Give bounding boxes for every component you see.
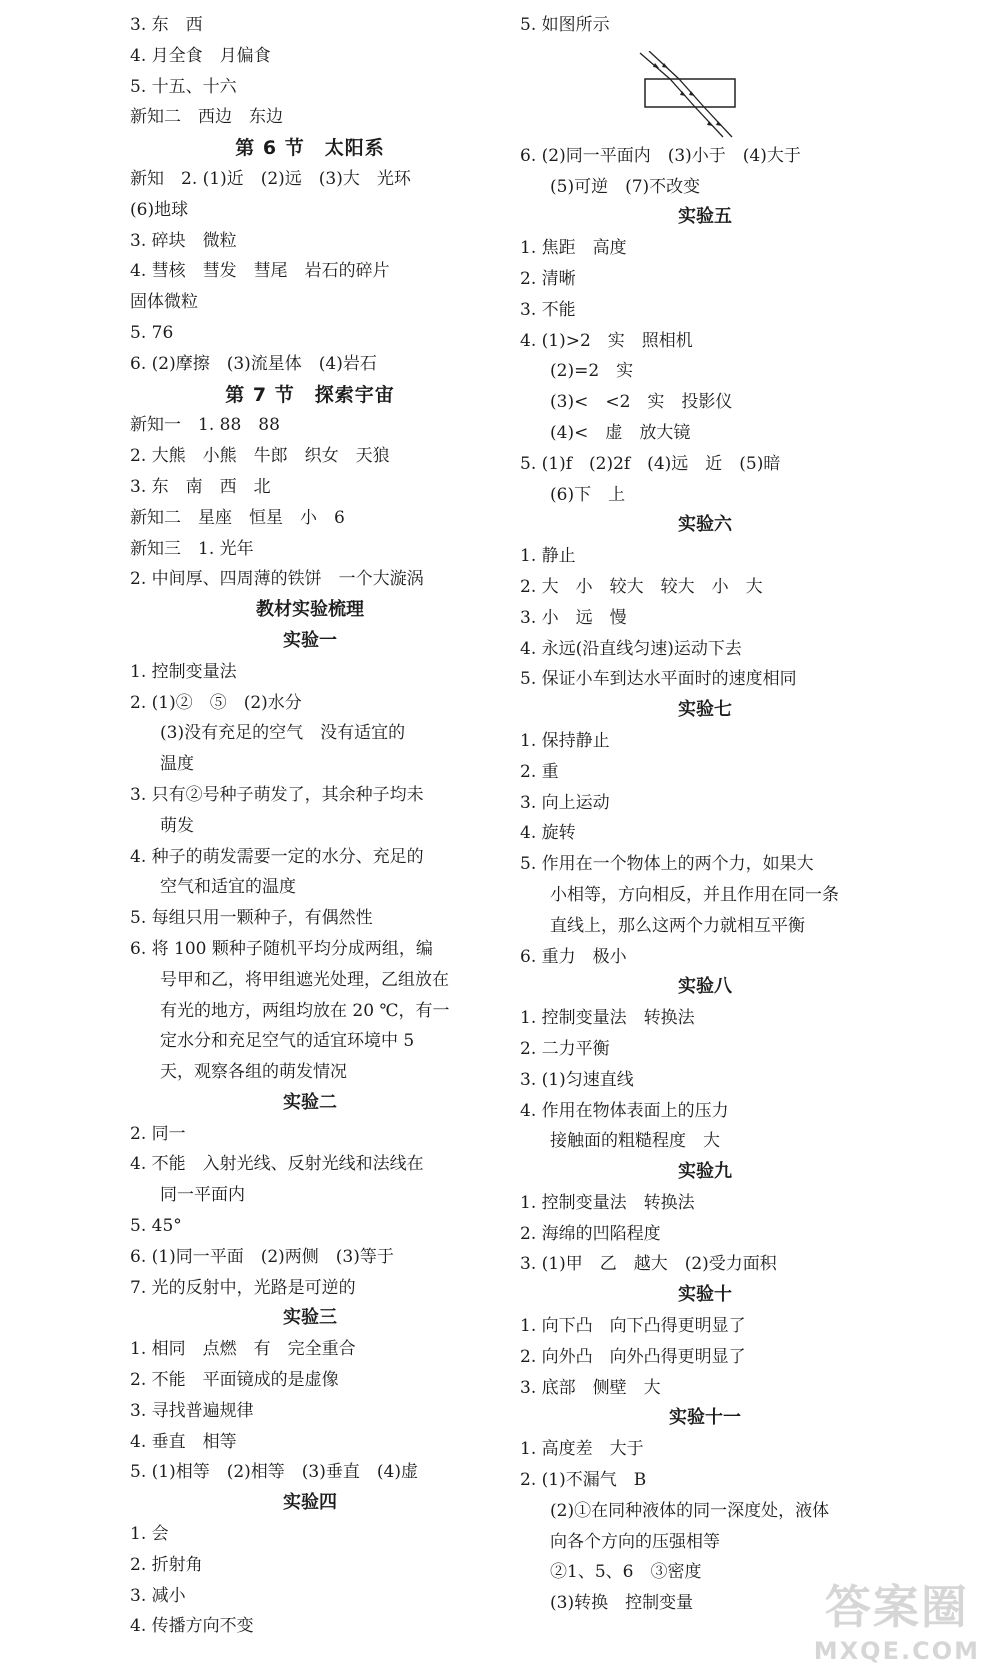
answer-line: 2. (1)② ⑤ (2)水分 <box>130 692 302 713</box>
answer-line: (2)①在同种液体的同一深度处，液体 <box>550 1500 830 1521</box>
answer-line: 3. 底部 侧壁 大 <box>520 1377 661 1398</box>
answer-line: 1. 控制变量法 <box>130 661 237 682</box>
answer-line: 5. 45° <box>130 1216 182 1237</box>
answer-line: 1. 控制变量法 转换法 <box>520 1008 695 1029</box>
section-heading: 实验九 <box>678 1161 732 1183</box>
answer-line: 5. 如图所示 <box>520 15 610 35</box>
left-column <box>130 10 490 1642</box>
watermark <box>814 1571 980 1665</box>
answer-line: 接触面的粗糙程度 大 <box>550 1131 720 1152</box>
arrow-icon <box>653 63 659 68</box>
answer-line: 固体微粒 <box>130 292 198 313</box>
answer-line: 2. (1)不漏气 B <box>520 1470 647 1491</box>
section-heading: 实验十一 <box>669 1407 741 1429</box>
answer-line: (3)没有充足的空气 没有适宜的 <box>160 723 406 744</box>
answer-line: 4. 彗核 彗发 彗尾 岩石的碎片 <box>130 261 390 282</box>
refraction-figure <box>520 41 890 141</box>
answer-line: 2. 重 <box>520 761 559 782</box>
answer-line: 4. 旋转 <box>520 823 576 844</box>
answer-line: 1. 焦距 高度 <box>520 238 627 259</box>
answer-line: 1. 高度差 大于 <box>520 1439 644 1460</box>
answer-line: 3. 小 远 慢 <box>520 607 627 628</box>
answer-line: 萌发 <box>160 815 194 836</box>
answer-line: 向各个方向的压强相等 <box>550 1531 720 1552</box>
answer-line: 新知一 1. 88 88 <box>130 415 280 436</box>
answer-line: 4. 种子的萌发需要一定的水分、充足的 <box>130 846 424 867</box>
section-heading: 实验五 <box>678 206 732 228</box>
answer-line: 温度 <box>160 754 194 775</box>
section-heading: 第 7 节 探索宇宙 <box>225 383 395 406</box>
answer-line: 3. (1)甲 乙 越大 (2)受力面积 <box>520 1254 777 1275</box>
answer-line: (3)转换 控制变量 <box>550 1593 694 1614</box>
answer-line: 2. 不能 平面镜成的是虚像 <box>130 1370 339 1391</box>
section-heading: 实验三 <box>283 1307 337 1329</box>
section-heading: 教材实验梳理 <box>256 599 364 621</box>
answer-line: ②1、5、6 ③密度 <box>550 1562 702 1583</box>
answer-line: 5. 十五、十六 <box>130 76 237 97</box>
answer-line: 3. 减小 <box>130 1585 186 1606</box>
answer-line: 4. 月全食 月偏食 <box>130 45 271 66</box>
answer-line: 天，观察各组的萌发情况 <box>160 1062 347 1083</box>
answer-line: 1. 控制变量法 转换法 <box>520 1192 695 1213</box>
answer-line: 5. 作用在一个物体上的两个力，如果大 <box>520 854 814 875</box>
answer-line: 2. 折射角 <box>130 1554 203 1575</box>
answer-line: 新知三 1. 光年 <box>130 538 254 559</box>
answer-line: 6. (2)摩擦 (3)流星体 (4)岩石 <box>130 353 377 374</box>
answer-line: 6. 将 100 颗种子随机平均分成两组，编 <box>130 938 433 959</box>
answer-line: 同一平面内 <box>160 1185 245 1206</box>
refraction-diagram <box>635 51 745 141</box>
answer-line: 1. 会 <box>130 1524 169 1545</box>
answer-line: 2. 大熊 小熊 牛郎 织女 天狼 <box>130 446 390 467</box>
section-heading: 实验一 <box>283 629 337 651</box>
answer-line: 新知 2. (1)近 (2)远 (3)大 光环 <box>130 168 411 189</box>
answer-line: 5. 保证小车到达水平面时的速度相同 <box>520 669 797 690</box>
answer-line: 4. 传播方向不变 <box>130 1616 254 1637</box>
answer-line: 6. (2)同一平面内 (3)小于 (4)大于 <box>520 145 801 166</box>
answer-line: 2. 向外凸 向外凸得更明显了 <box>520 1346 746 1367</box>
answer-line: 小相等，方向相反，并且作用在同一条 <box>550 884 839 905</box>
answer-line: 直线上，那么这两个力就相互平衡 <box>550 915 805 936</box>
answer-line: 1. 保持静止 <box>520 730 610 751</box>
answer-line: 3. 向上运动 <box>520 792 610 813</box>
section-heading: 实验七 <box>678 699 732 721</box>
answer-line: (6)下 上 <box>550 484 626 505</box>
answer-line: 3. 寻找普遍规律 <box>130 1400 254 1421</box>
answer-line: 2. 海绵的凹陷程度 <box>520 1223 661 1244</box>
watermark-url: MXQE.COM <box>813 1637 980 1665</box>
answer-line: 有光的地方，两组均放在 20 ℃，有一 <box>160 1000 450 1021</box>
right-column <box>520 10 890 1619</box>
answer-line: 3. 只有②号种子萌发了，其余种子均未 <box>130 784 424 805</box>
section-heading: 实验十 <box>678 1284 732 1306</box>
answer-line: 3. 东 南 西 北 <box>130 476 271 497</box>
answer-line: 号甲和乙，将甲组遮光处理，乙组放在 <box>160 969 449 990</box>
answer-line: 5. (1)f (2)2f (4)远 近 (5)暗 <box>520 453 781 474</box>
answer-line: 4. 作用在物体表面上的压力 <box>520 1100 729 1121</box>
section-heading: 实验六 <box>678 514 732 536</box>
answer-line: (5)可逆 (7)不改变 <box>550 176 701 197</box>
answer-line: 2. 同一 <box>130 1123 186 1144</box>
answer-line: 5. 76 <box>130 322 174 343</box>
answer-line: 4. (1)>2 实 照相机 <box>520 330 693 351</box>
answer-line: 定水分和充足空气的适宜环境中 5 <box>160 1031 415 1052</box>
watermark-logo: 答案圈 <box>824 1580 969 1634</box>
answer-line: (3)< <2 实 投影仪 <box>550 392 733 413</box>
answer-line: (2)=2 实 <box>550 361 634 382</box>
answer-line: 3. 东 西 <box>130 15 203 35</box>
answer-line: 5. 每组只用一颗种子，有偶然性 <box>130 908 373 929</box>
answer-line: 新知二 西边 东边 <box>130 107 283 128</box>
answer-line: 4. 不能 入射光线、反射光线和法线在 <box>130 1154 424 1175</box>
answer-line: 4. 永远(沿直线匀速)运动下去 <box>520 638 742 659</box>
answer-line: 5. (1)相等 (2)相等 (3)垂直 (4)虚 <box>130 1462 418 1483</box>
section-heading: 实验四 <box>283 1492 337 1514</box>
answer-line: 新知二 星座 恒星 小 6 <box>130 507 345 528</box>
answer-line: 6. (1)同一平面 (2)两侧 (3)等于 <box>130 1246 394 1267</box>
answer-line: (6)地球 <box>130 199 189 220</box>
answer-line: 1. 相同 点燃 有 完全重合 <box>130 1339 356 1360</box>
section-heading: 实验八 <box>678 976 732 998</box>
answer-line: 2. 清晰 <box>520 268 576 289</box>
answer-line: 6. 重力 极小 <box>520 946 627 967</box>
answer-line: 7. 光的反射中，光路是可逆的 <box>130 1277 356 1298</box>
section-heading: 实验二 <box>283 1091 337 1113</box>
answer-line: (4)< 虚 放大镜 <box>550 422 691 443</box>
answer-line: 2. 二力平衡 <box>520 1038 610 1059</box>
answer-line: 1. 静止 <box>520 546 576 567</box>
section-heading: 第 6 节 太阳系 <box>235 137 385 160</box>
answer-line: 1. 向下凸 向下凸得更明显了 <box>520 1316 746 1337</box>
answer-line: 3. 碎块 微粒 <box>130 230 237 251</box>
answer-line: 2. 大 小 较大 较大 小 大 <box>520 576 763 597</box>
answer-line: 4. 垂直 相等 <box>130 1431 237 1452</box>
answer-line: 3. 不能 <box>520 299 576 320</box>
answer-line: 3. (1)匀速直线 <box>520 1069 634 1090</box>
answer-line: 空气和适宜的温度 <box>160 877 296 898</box>
answer-line: 2. 中间厚、四周薄的铁饼 一个大漩涡 <box>130 569 424 590</box>
